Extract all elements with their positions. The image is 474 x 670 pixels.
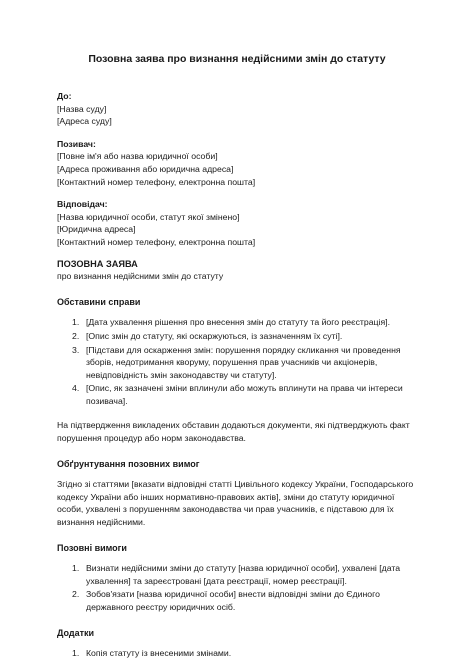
plaintiff-address: [Адреса проживання або юридична адреса]: [57, 163, 234, 174]
defendant-label: Відповідач:: [57, 199, 108, 210]
list-item: [57, 316, 419, 329]
claim-subtitle: про визнання недійсними змін до статуту: [57, 271, 224, 282]
attachments-list: [57, 647, 419, 660]
plaintiff-name: [Повне ім'я або назва юридичної особи]: [57, 151, 218, 162]
list-number: 1.: [72, 317, 80, 328]
list-item: [57, 344, 419, 382]
circumstances-list: [57, 316, 419, 407]
document-title: Позовна заява про визнання недійсними змін до статуту: [88, 53, 386, 65]
circumstances-heading: Обставини справи: [57, 296, 141, 307]
grounds-text: Згідно зі статтями [вказати відповідні статті Цивільного кодексу України, Господарського кодексу України або інших нормативно-правових актів], зміни до статуту юридичної особи, ухвалені з порушенням законодавства чи прав учасників, є підставою для їх визнання недійсними.: [57, 479, 414, 528]
list-text: Зобов'язати [назва юридичної особи] внести відповідні зміни до Єдиного державного реєстру юридичних осіб.: [86, 589, 380, 612]
plaintiff-contact: [Контактний номер телефону, електронна пошта]: [57, 176, 256, 187]
plaintiff-label: Позивач:: [57, 138, 96, 149]
list-text: [Підстави для оскарження змін: порушення порядку скликання чи проведення зборів, недотримання кворуму, порушення прав учасників чи акціонерів, невідповідність змін законодавству чи статуту].: [86, 344, 401, 380]
list-item: [57, 382, 419, 407]
list-text: [Дата ухвалення рішення про внесення змін до статуту та його реєстрація].: [86, 317, 390, 328]
to-label: До:: [57, 91, 72, 101]
list-number: 1.: [72, 563, 80, 574]
document-body: [57, 90, 419, 661]
list-item: [57, 588, 419, 613]
list-number: 1.: [72, 648, 80, 659]
demands-heading: Позовні вимоги: [57, 542, 127, 553]
list-number: 4.: [72, 383, 80, 394]
court-name: [Назва суду]: [57, 103, 107, 114]
list-number: 3.: [72, 344, 80, 355]
list-text: [Опис, як зазначені зміни вплинули або можуть вплинути на права чи інтереси позивача].: [86, 383, 403, 406]
list-text: [Опис змін до статуту, які оскаржуються, із зазначенням їх суті].: [86, 330, 343, 341]
list-number: 2.: [72, 589, 80, 600]
list-number: 2.: [72, 330, 80, 341]
claim-title: ПОЗОВНА ЗАЯВА: [57, 258, 138, 269]
court-address: [Адреса суду]: [57, 116, 112, 127]
list-text: Визнати недійсними зміни до статуту [назва юридичної особи], ухвалені [дата ухвалення] та зареєстровані [дата реєстрації, номер реєстрації].: [86, 563, 401, 586]
list-item: [57, 647, 419, 660]
circumstances-note: На підтвердження викладених обставин додаються документи, які підтверджують факт порушення процедур або норм законодавства.: [57, 420, 410, 444]
demands-list: [57, 562, 419, 613]
list-item: [57, 330, 419, 343]
attachments-heading: Додатки: [57, 627, 95, 638]
grounds-heading: Обґрунтування позовних вимог: [57, 458, 200, 469]
defendant-address: [Юридична адреса]: [57, 224, 136, 235]
defendant-contact: [Контактний номер телефону, електронна пошта]: [57, 236, 256, 247]
list-text: Копія статуту із внесеними змінами.: [86, 648, 232, 659]
defendant-name: [Назва юридичної особи, статут якої змінено]: [57, 211, 240, 222]
list-item: [57, 562, 419, 587]
